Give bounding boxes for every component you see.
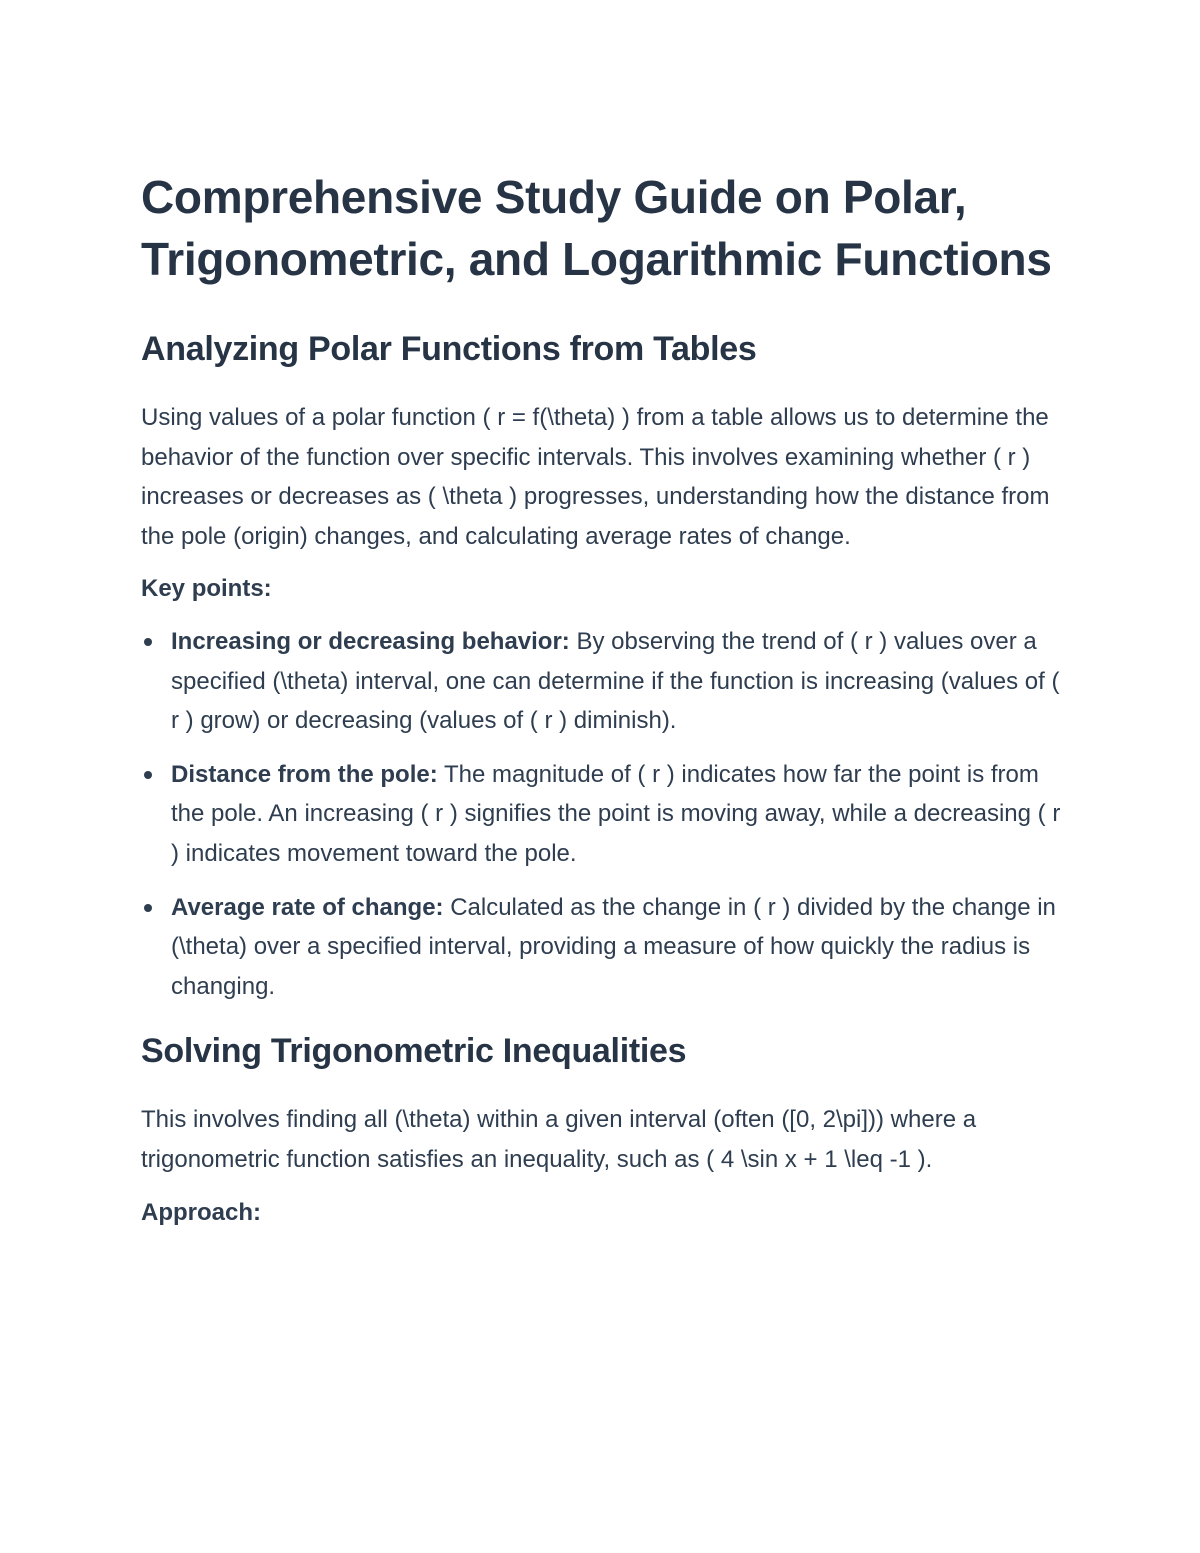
section-paragraph-polar-functions: Using values of a polar function ( r = f(\theta) ) from a table allows us to determine the behavior of the function over specific intervals. This involves examining whether ( r ) increases or decreases as ( \theta ) progresses, understanding how the distance from the pole (origin) changes, and calculating average rates of change.	[141, 404, 1050, 550]
section-heading-trig-inequalities: Solving Trigonometric Inequalities	[141, 1032, 687, 1071]
key-points-list	[141, 622, 1066, 1006]
document-page	[141, 166, 1066, 1232]
bullet-term: Distance from the pole:	[171, 760, 438, 788]
section-heading-polar-functions: Analyzing Polar Functions from Tables	[141, 330, 757, 368]
bullet-text: The magnitude of ( r ) indicates how far the point is from the pole. An increasing ( r ) signifies the point is moving away, while a decreasing ( r ) indicates movement toward the pole.	[171, 760, 1061, 867]
bullet-text: Calculated as the change in ( r ) divided by the change in (\theta) over a specified interval, providing a measure of how quickly the radius is changing.	[171, 893, 1056, 1000]
bullet-term: Increasing or decreasing behavior:	[171, 627, 570, 655]
list-item	[141, 622, 1066, 741]
list-item	[141, 755, 1066, 874]
bullet-text: By observing the trend of ( r ) values over a specified (\theta) interval, one can determine if the function is increasing (values of ( r ) grow) or decreasing (values of ( r ) diminish).	[171, 627, 1060, 735]
list-item	[141, 888, 1066, 1007]
key-points-label: Key points:	[141, 575, 272, 603]
section-paragraph-trig-inequalities: This involves finding all (\theta) within a given interval (often ([0, 2\pi])) where a trigonometric function satisfies an inequality, such as ( 4 \sin x + 1 \leq -1 ).	[141, 1106, 977, 1173]
bullet-dot-icon	[144, 771, 152, 779]
approach-label: Approach:	[141, 1198, 261, 1226]
document-title: Comprehensive Study Guide on Polar, Trigonometric, and Logarithmic Functions	[141, 171, 1052, 285]
bullet-dot-icon	[144, 904, 152, 912]
bullet-term: Average rate of change:	[171, 893, 444, 921]
bullet-dot-icon	[144, 638, 152, 646]
